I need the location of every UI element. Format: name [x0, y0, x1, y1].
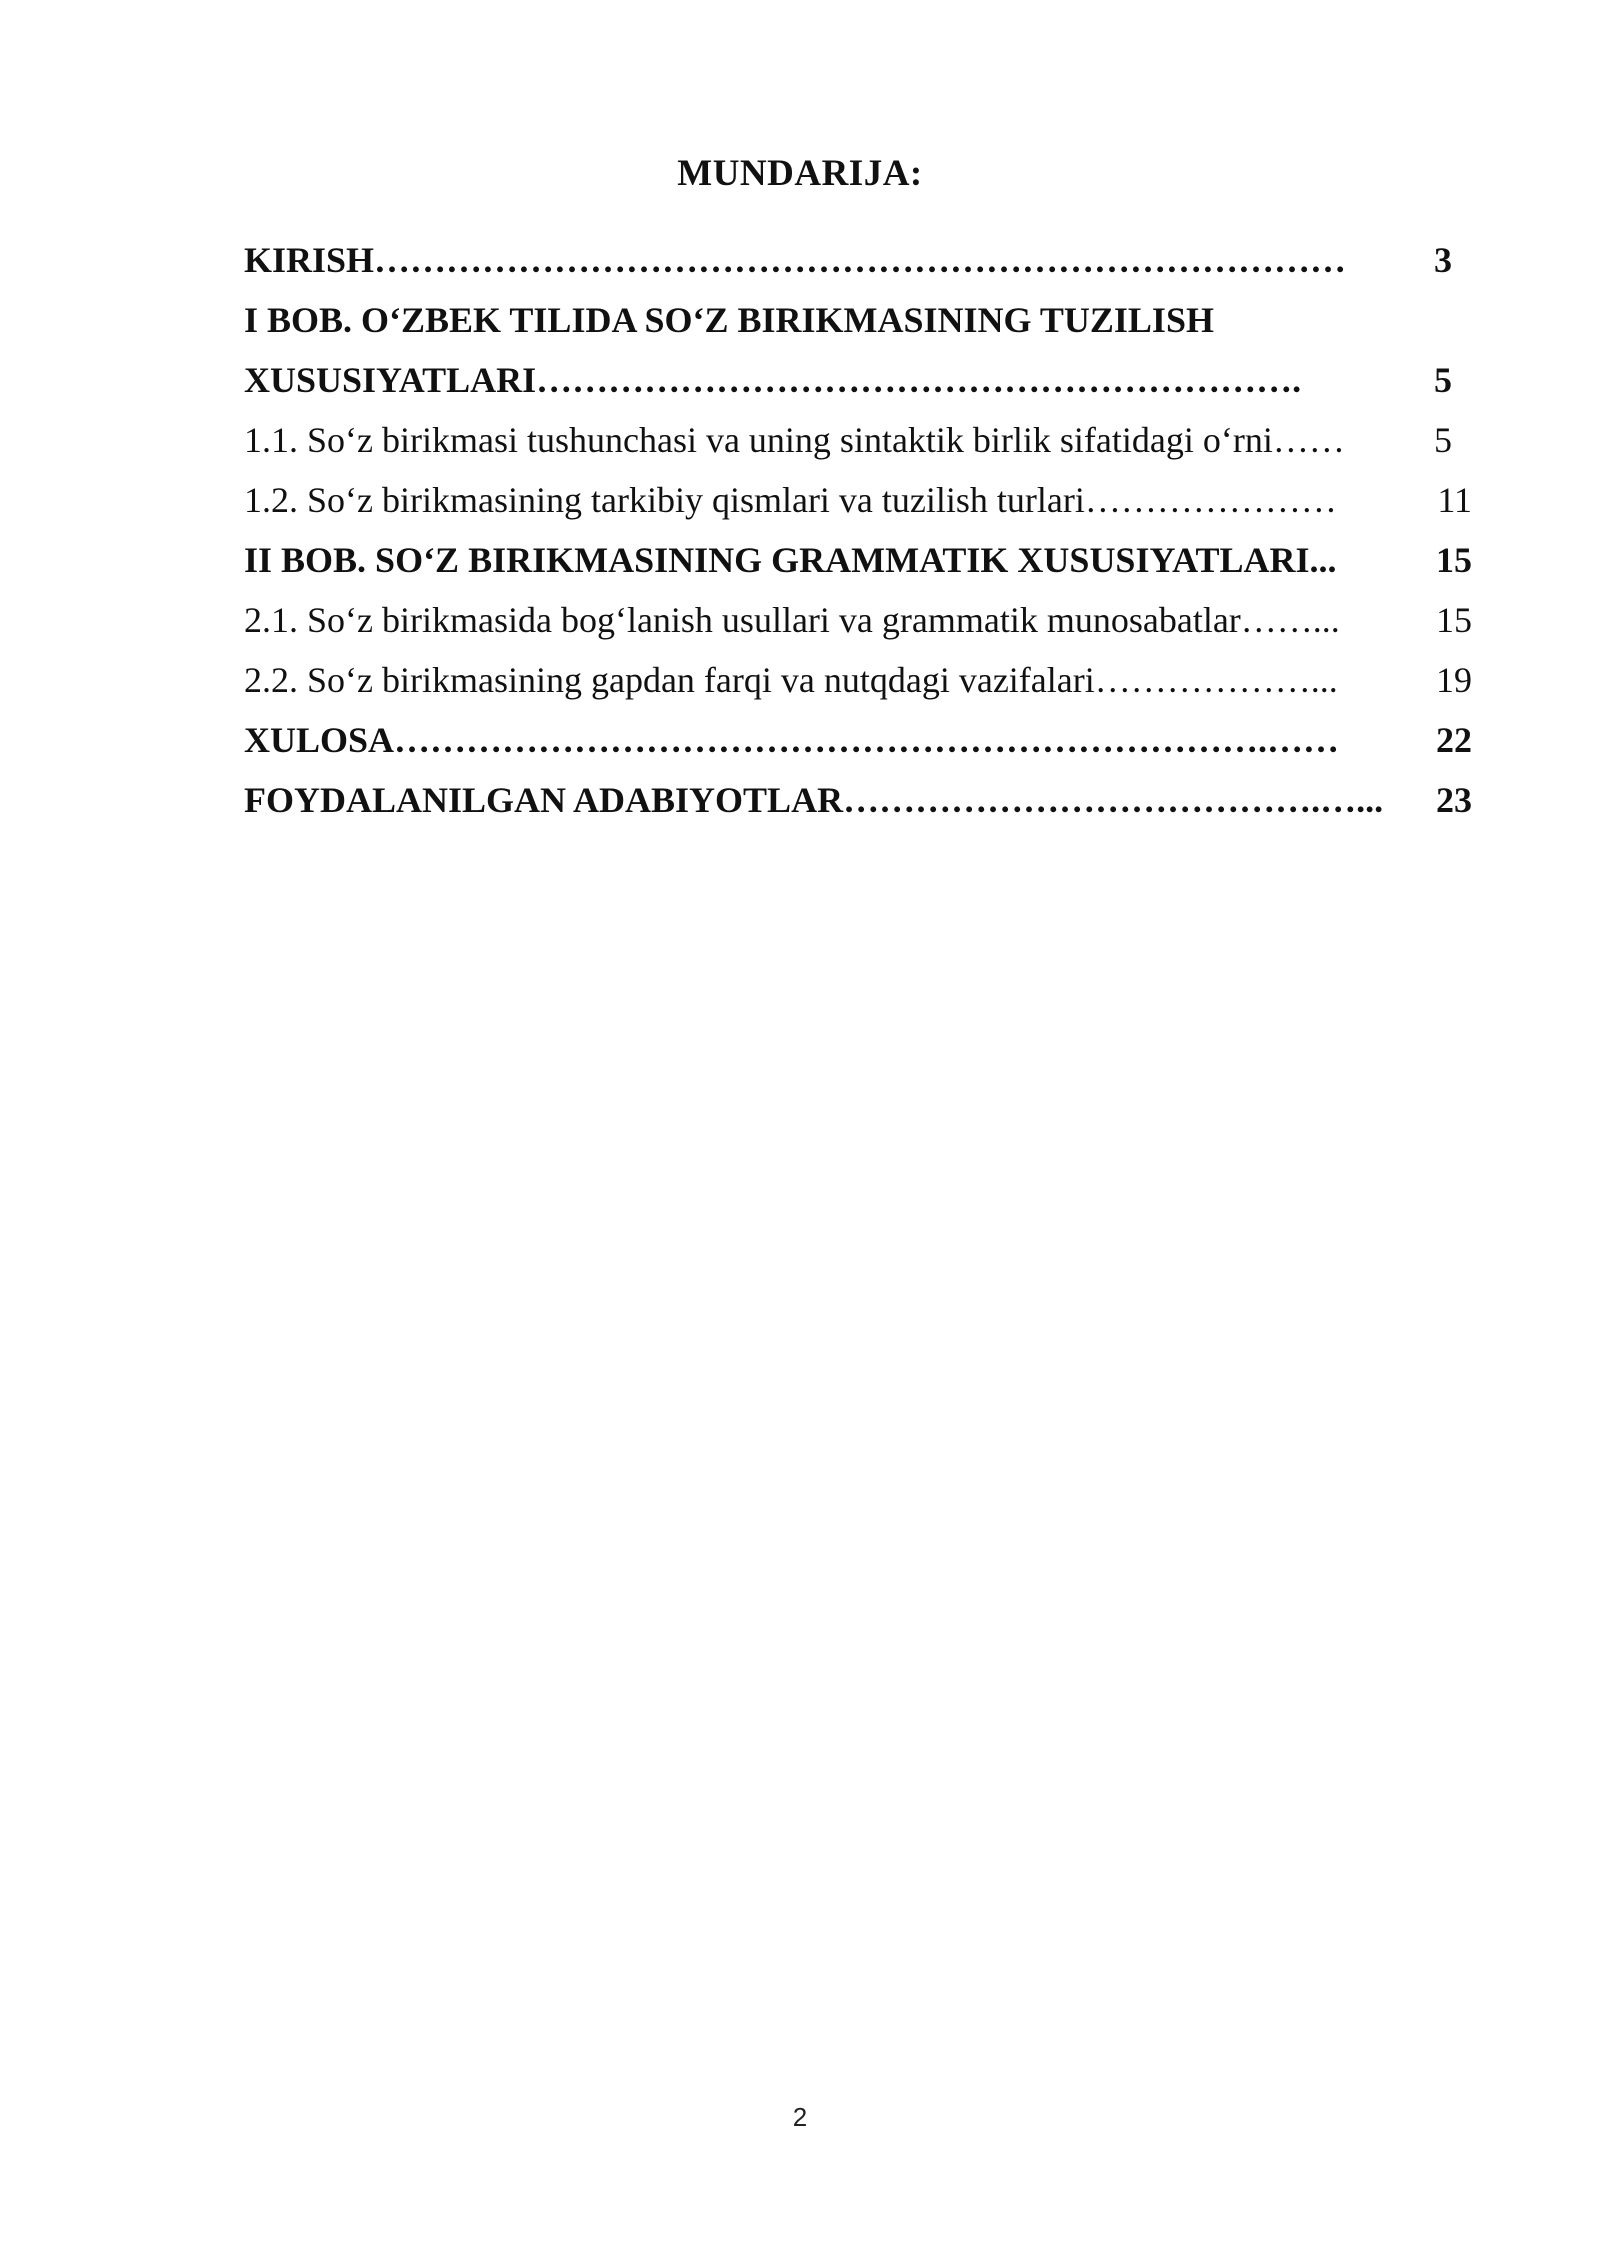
- toc-entry: [244, 538, 1476, 598]
- toc-entry-text: I BOB. O‘ZBEK TILIDA SO‘Z BIRIKMASINING TUZILISH: [244, 300, 1214, 340]
- table-of-contents: [244, 238, 1476, 838]
- toc-entry: [244, 598, 1476, 658]
- toc-entry-text: 2.1. So‘z birikmasida bog‘lanish usullari va grammatik munosabatlar……...: [244, 600, 1340, 640]
- toc-entry: [244, 778, 1476, 838]
- toc-entry-text: 1.1. So‘z birikmasi tushunchasi va uning sintaktik birlik sifatidagi o‘rni……: [244, 420, 1345, 460]
- toc-title: MUNDARIJA:: [677, 153, 923, 194]
- toc-entry-text: II BOB. SO‘Z BIRIKMASINING GRAMMATIK XUSUSIYATLARI...: [244, 540, 1337, 580]
- toc-entry-page: 22: [1436, 720, 1472, 760]
- toc-entry: [244, 358, 1476, 418]
- toc-entry-text: 1.2. So‘z birikmasining tarkibiy qismlari va tuzilish turlari…………………: [244, 480, 1337, 520]
- toc-entry-text: FOYDALANILGAN ADABIYOTLAR………………………………….…...: [244, 780, 1384, 820]
- toc-entry-page: 23: [1436, 780, 1472, 820]
- toc-entry-text: 2.2. So‘z birikmasining gapdan farqi va nutqdagi vazifalari………………...: [244, 660, 1338, 700]
- toc-entry-page: 15: [1436, 600, 1472, 640]
- toc-entry-page: 5: [1434, 420, 1452, 460]
- page-number: 2: [792, 2102, 808, 2132]
- toc-entry: [244, 238, 1476, 298]
- toc-entry-page: 15: [1436, 540, 1472, 580]
- toc-entry-text: KIRISH………………………………………………………………………: [244, 240, 1347, 280]
- toc-entry-page: 11: [1437, 480, 1472, 520]
- toc-entry-page: 3: [1434, 240, 1452, 280]
- toc-entry: [244, 298, 1476, 358]
- toc-entry: [244, 718, 1476, 778]
- toc-entry-text: XULOSA……………………………………………………………….……: [244, 720, 1340, 760]
- toc-entry: [244, 478, 1476, 538]
- toc-entry: [244, 418, 1476, 478]
- toc-entry-page: 5: [1434, 360, 1452, 400]
- toc-entry-page: 19: [1436, 660, 1472, 700]
- toc-entry-text: XUSUSIYATLARI……………………………………………………….: [244, 360, 1302, 400]
- toc-entry: [244, 658, 1476, 718]
